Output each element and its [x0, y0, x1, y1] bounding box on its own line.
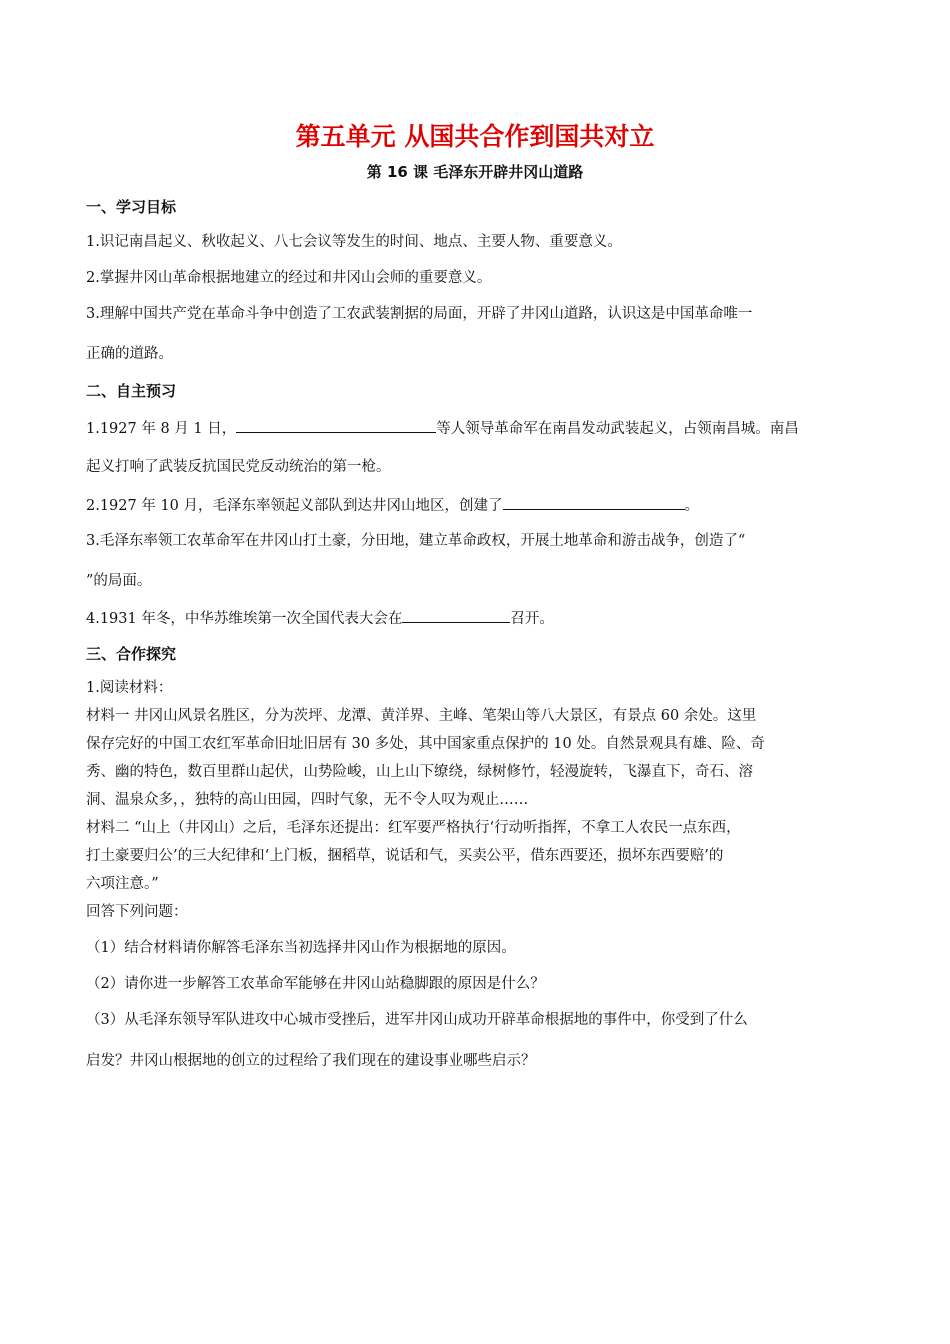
question-text: 1.1927 年 8 月 1 日， [86, 421, 237, 437]
question-text: 等人领导革命军在南昌发动武装起义，占领南昌城。南昌 [436, 421, 799, 437]
material-line: 洞、温泉众多，，独特的高山田园，四时气象，无不令人叹为观止…… [86, 792, 529, 808]
question-text: 4.1931 年冬，中华苏维埃第一次全国代表大会在 [86, 611, 403, 627]
discussion-question: （3）从毛泽东领导军队进攻中心城市受挫后，进军井冈山成功开辟革命根据地的事件中，你受到了什么 [86, 1012, 748, 1028]
material-line: 六项注意。” [86, 876, 159, 892]
discussion-question: 启发？井冈山根据地的创立的过程给了我们现在的建设事业哪些启示？ [86, 1053, 536, 1069]
question-text: 召开。 [510, 611, 554, 627]
question-text: 2.1927 年 10 月，毛泽东率领起义部队到达井冈山地区，创建了 [86, 498, 503, 514]
goal-item: 2.掌握井冈山革命根据地建立的经过和井冈山会师的重要意义。 [86, 270, 492, 286]
preview-question-4 [86, 606, 554, 630]
fill-in-blank[interactable] [402, 606, 510, 623]
preview-question-3: 3.毛泽东率领工农革命军在井冈山打土豪，分田地，建立革命政权，开展土地革命和游击战争，创造了“ [86, 533, 746, 549]
preview-question-3-cont: ”的局面。 [86, 573, 152, 589]
answer-prompt: 回答下列问题： [86, 904, 188, 920]
goal-item: 1.识记南昌起义、秋收起义、八七会议等发生的时间、地点、主要人物、重要意义。 [86, 234, 622, 250]
material-line: 秀、幽的特色，数百里群山起伏，山势险峻，山上山下缭绕，绿树修竹，轻漫旋转，飞瀑直下，奇石、溶 [86, 764, 753, 780]
goal-item: 3.理解中国共产党在革命斗争中创造了工农武装割据的局面，开辟了井冈山道路，认识这是中国革命唯一 [86, 306, 753, 322]
goal-item: 正确的道路。 [86, 346, 173, 362]
material-line: 材料二 “山上（井冈山）之后，毛泽东还提出：红军要严格执行‘行动听指挥，不拿工人农民一点东西， [86, 820, 741, 836]
section-heading-cooperation: 三、合作探究 [86, 645, 177, 663]
question-text: 。 [684, 498, 700, 514]
section-heading-preview: 二、自主预习 [86, 382, 177, 400]
reading-intro: 1.阅读材料： [86, 680, 173, 696]
material-line: 打土豪要归公’的三大纪律和‘上门板，捆稻草，说话和气，买卖公平，借东西要还，损坏东西要赔’的 [86, 848, 724, 864]
section-heading-goals: 一、学习目标 [86, 198, 177, 216]
preview-question-1 [86, 416, 799, 440]
discussion-question: （2）请你进一步解答工农革命军能够在井冈山站稳脚跟的原因是什么？ [86, 976, 545, 992]
fill-in-blank[interactable] [503, 493, 685, 510]
lesson-title: 第 16 课 毛泽东开辟井冈山道路 [366, 163, 584, 181]
unit-title: 第五单元 从国共合作到国共对立 [295, 122, 655, 151]
fill-in-blank[interactable] [236, 416, 436, 433]
preview-question-2 [86, 493, 699, 517]
material-line: 保存完好的中国工农红军革命旧址旧居有 30 多处，其中国家重点保护的 10 处。自然景观具有雄、险、奇 [86, 736, 765, 752]
material-line: 材料一 井冈山风景名胜区，分为茨坪、龙潭、黄洋界、主峰、笔架山等八大景区，有景点 60 余处。这里 [86, 708, 757, 724]
preview-question-1-cont: 起义打响了武装反抗国民党反动统治的第一枪。 [86, 459, 391, 475]
discussion-question: （1）结合材料请你解答毛泽东当初选择井冈山作为根据地的原因。 [86, 940, 516, 956]
